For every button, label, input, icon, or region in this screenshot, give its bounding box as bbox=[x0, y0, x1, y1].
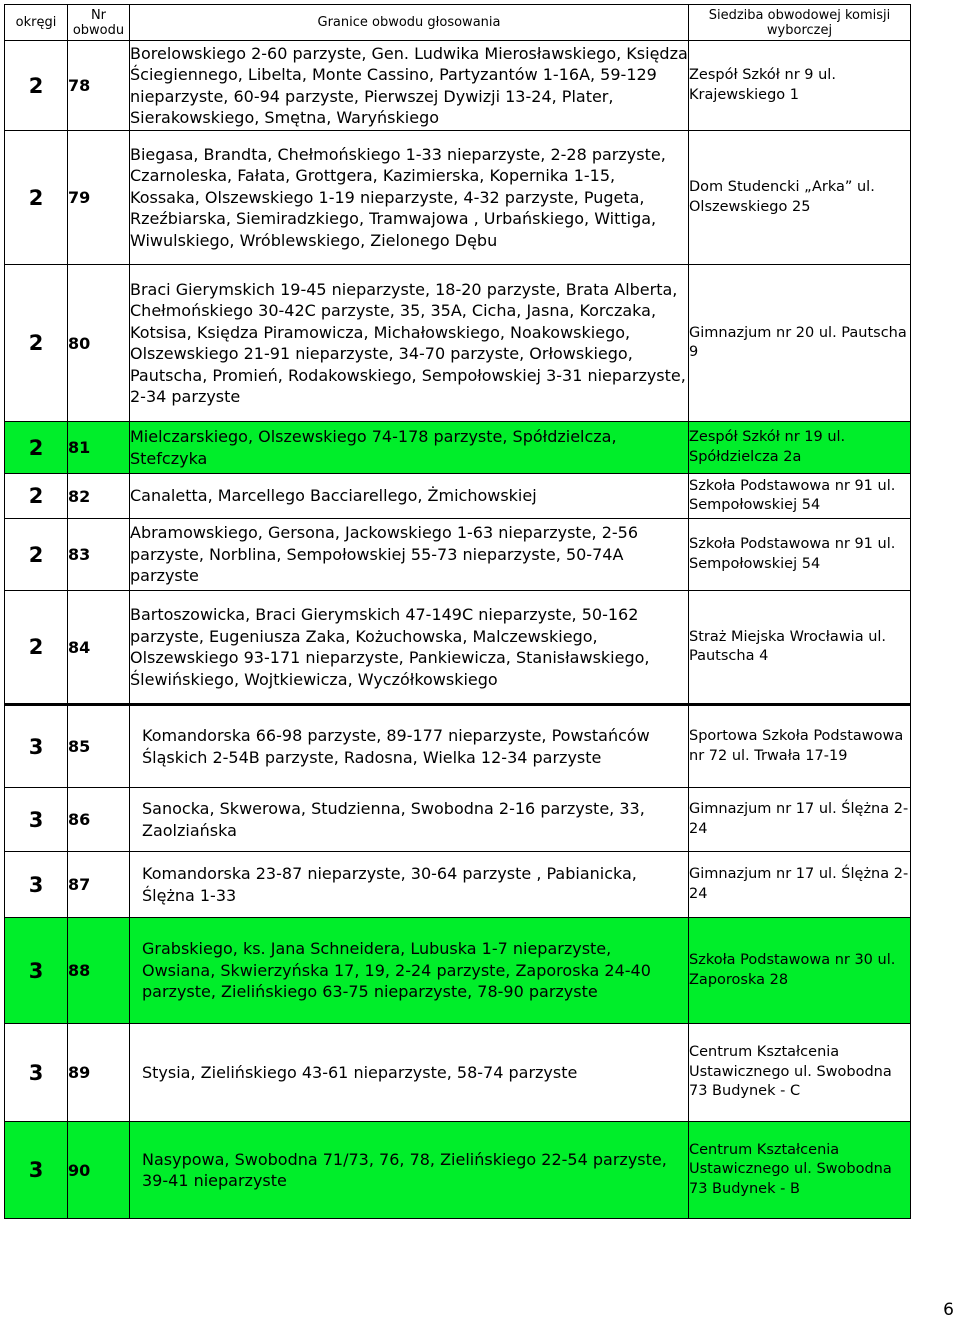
granice-cell: Bartoszowicka, Braci Gierymskich 47-149C nieparzyste, 50-162 parzyste, Eugeniusza Zaka, Kożuchowska, Malczewskiego, Olszewskiego 93-171 nieparzyste, Pankiewicza, Stanisławskiego, Ślewińskiego, Wojtkiewicza, Wyczółkowskiego bbox=[130, 591, 689, 705]
header-siedziba: Siedziba obwodowej komisji wyborczej bbox=[689, 5, 911, 41]
nr-obwodu-cell: 82 bbox=[68, 474, 130, 519]
okreg-cell: 2 bbox=[5, 519, 68, 591]
siedziba-cell: Zespół Szkół nr 9 ul. Krajewskiego 1 bbox=[689, 41, 911, 131]
granice-cell: Borelowskiego 2-60 parzyste, Gen. Ludwika Mierosławskiego, Księdza Ściegiennego, Libelta, Monte Cassino, Partyzantów 1-16A, 59-129 nieparzyste, 60-94 parzyste, Pierwszej Dywizji 13-24, Plater, Sierakowskiego, Smętna, Waryńskiego bbox=[130, 41, 689, 131]
table-row bbox=[5, 788, 911, 852]
siedziba-cell: Gimnazjum nr 20 ul. Pautscha 9 bbox=[689, 265, 911, 422]
header-nr-obwodu: Nr obwodu bbox=[68, 5, 130, 41]
siedziba-cell: Szkoła Podstawowa nr 91 ul. Sempołowskiej 54 bbox=[689, 519, 911, 591]
table-row bbox=[5, 705, 911, 788]
okreg-cell: 3 bbox=[5, 1122, 68, 1219]
page-number: 6 bbox=[943, 1300, 954, 1320]
granice-cell: Nasypowa, Swobodna 71/73, 76, 78, Zielińskiego 22-54 parzyste, 39-41 nieparzyste bbox=[130, 1122, 689, 1219]
okreg-cell: 3 bbox=[5, 788, 68, 852]
granice-cell: Canaletta, Marcellego Bacciarellego, Żmichowskiej bbox=[130, 474, 689, 519]
table-row-highlighted bbox=[5, 422, 911, 474]
okreg-cell: 3 bbox=[5, 1024, 68, 1122]
okreg-cell: 3 bbox=[5, 705, 68, 788]
siedziba-cell: Centrum Kształcenia Ustawicznego ul. Swobodna 73 Budynek - C bbox=[689, 1024, 911, 1122]
nr-obwodu-cell: 80 bbox=[68, 265, 130, 422]
siedziba-cell: Sportowa Szkoła Podstawowa nr 72 ul. Trwała 17-19 bbox=[689, 705, 911, 788]
siedziba-cell: Zespół Szkół nr 19 ul. Spółdzielcza 2a bbox=[689, 422, 911, 474]
table-row bbox=[5, 265, 911, 422]
table-row bbox=[5, 1024, 911, 1122]
nr-obwodu-cell: 78 bbox=[68, 41, 130, 131]
siedziba-cell: Szkoła Podstawowa nr 91 ul. Sempołowskiej 54 bbox=[689, 474, 911, 519]
table-row bbox=[5, 852, 911, 918]
granice-cell: Sanocka, Skwerowa, Studzienna, Swobodna 2-16 parzyste, 33, Zaolziańska bbox=[130, 788, 689, 852]
siedziba-cell: Gimnazjum nr 17 ul. Ślężna 2-24 bbox=[689, 788, 911, 852]
nr-obwodu-cell: 87 bbox=[68, 852, 130, 918]
siedziba-cell: Szkoła Podstawowa nr 30 ul. Zaporoska 28 bbox=[689, 918, 911, 1024]
okreg-cell: 2 bbox=[5, 474, 68, 519]
granice-cell: Braci Gierymskich 19-45 nieparzyste, 18-20 parzyste, Brata Alberta, Chełmońskiego 30-42C parzyste, 35, 35A, Cicha, Jasna, Korczaka, Kotsisa, Księdza Piramowicza, Michałowskiego, Noakowskiego, Olszewskiego 21-91 nieparzyste, 34-70 parzyste, Orłowskiego, Pautscha, Promień, Rodakowskiego, Sempołowskiej 3-31 nieparzyste, 2-34 parzyste bbox=[130, 265, 689, 422]
table-row bbox=[5, 591, 911, 705]
nr-obwodu-cell: 85 bbox=[68, 705, 130, 788]
nr-obwodu-cell: 89 bbox=[68, 1024, 130, 1122]
nr-obwodu-cell: 84 bbox=[68, 591, 130, 705]
granice-cell: Komandorska 66-98 parzyste, 89-177 nieparzyste, Powstańców Śląskich 2-54B parzyste, Radosna, Wielka 12-34 parzyste bbox=[130, 705, 689, 788]
nr-obwodu-cell: 83 bbox=[68, 519, 130, 591]
okreg-cell: 3 bbox=[5, 852, 68, 918]
table-row-highlighted bbox=[5, 918, 911, 1024]
okreg-cell: 2 bbox=[5, 591, 68, 705]
siedziba-cell: Straż Miejska Wrocławia ul. Pautscha 4 bbox=[689, 591, 911, 705]
siedziba-cell: Centrum Kształcenia Ustawicznego ul. Swobodna 73 Budynek - B bbox=[689, 1122, 911, 1219]
nr-obwodu-cell: 90 bbox=[68, 1122, 130, 1219]
okreg-cell: 2 bbox=[5, 41, 68, 131]
table-row bbox=[5, 519, 911, 591]
granice-cell: Biegasa, Brandta, Chełmońskiego 1-33 nieparzyste, 2-28 parzyste, Czarnoleska, Fałata, Grottgera, Kazimierska, Kopernika 1-15, Kossaka, Olszewskiego 1-19 nieparzyste, 4-32 parzyste, Pugeta, Rzeźbiarska, Siemiradzkiego, Tramwajowa , Urbańskiego, Wittiga, Wiwulskiego, Wróblewskiego, Zielonego Dębu bbox=[130, 131, 689, 265]
granice-cell: Mielczarskiego, Olszewskiego 74-178 parzyste, Spółdzielcza, Stefczyka bbox=[130, 422, 689, 474]
granice-cell: Stysia, Zielińskiego 43-61 nieparzyste, 58-74 parzyste bbox=[130, 1024, 689, 1122]
siedziba-cell: Dom Studencki „Arka” ul. Olszewskiego 25 bbox=[689, 131, 911, 265]
table-row bbox=[5, 131, 911, 265]
table-row bbox=[5, 474, 911, 519]
siedziba-cell: Gimnazjum nr 17 ul. Ślężna 2-24 bbox=[689, 852, 911, 918]
granice-cell: Grabskiego, ks. Jana Schneidera, Lubuska 1-7 nieparzyste, Owsiana, Skwierzyńska 17, 19, 2-24 parzyste, Zaporoska 24-40 parzyste, Zielińskiego 63-75 nieparzyste, 78-90 parzyste bbox=[130, 918, 689, 1024]
table-row bbox=[5, 41, 911, 131]
nr-obwodu-cell: 79 bbox=[68, 131, 130, 265]
okreg-cell: 2 bbox=[5, 422, 68, 474]
header-granice: Granice obwodu głosowania bbox=[130, 5, 689, 41]
table-row-highlighted bbox=[5, 1122, 911, 1219]
okreg-cell: 3 bbox=[5, 918, 68, 1024]
nr-obwodu-cell: 81 bbox=[68, 422, 130, 474]
granice-cell: Komandorska 23-87 nieparzyste, 30-64 parzyste , Pabianicka, Ślężna 1-33 bbox=[130, 852, 689, 918]
granice-cell: Abramowskiego, Gersona, Jackowskiego 1-63 nieparzyste, 2-56 parzyste, Norblina, Sempołowskiej 55-73 nieparzyste, 50-74A parzyste bbox=[130, 519, 689, 591]
polling-districts-table bbox=[4, 4, 911, 1219]
nr-obwodu-cell: 88 bbox=[68, 918, 130, 1024]
okreg-cell: 2 bbox=[5, 131, 68, 265]
header-okregi: okręgi bbox=[5, 5, 68, 41]
okreg-cell: 2 bbox=[5, 265, 68, 422]
nr-obwodu-cell: 86 bbox=[68, 788, 130, 852]
